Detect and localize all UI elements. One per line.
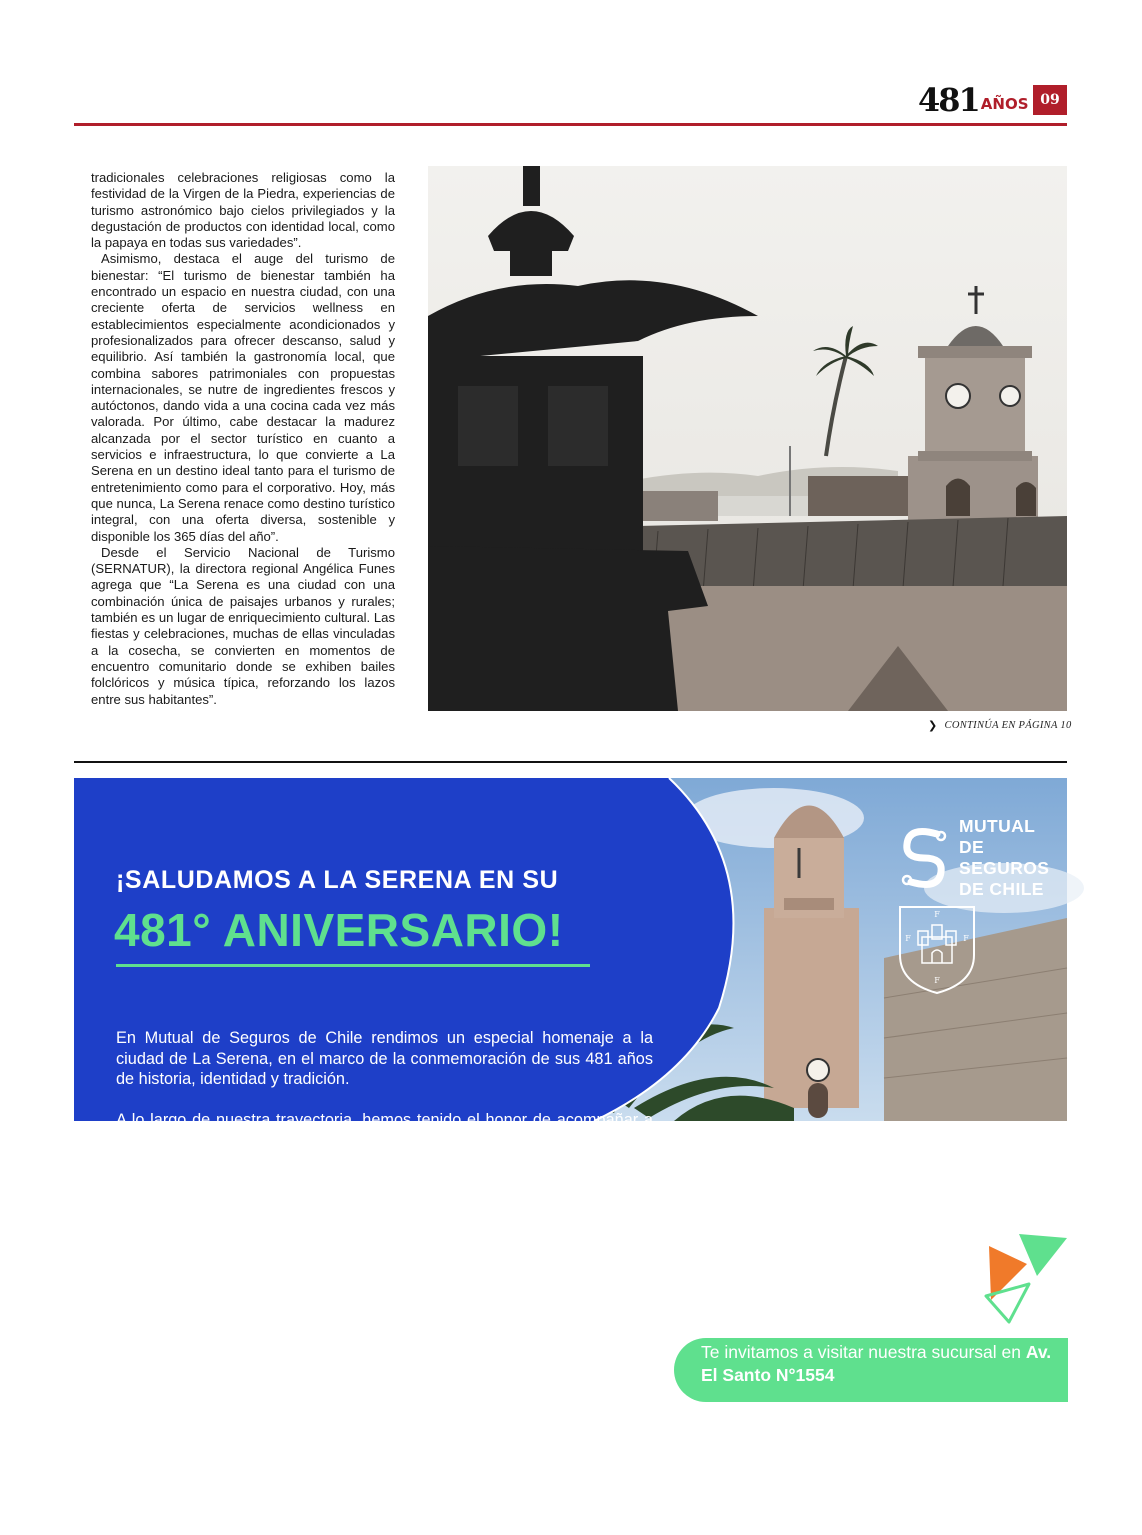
visit-branch-invite: Te invitamos a visitar nuestra sucursal en [701, 1342, 1021, 1362]
chevron-right-icon: ❯ [928, 719, 938, 732]
headline-underline [116, 964, 590, 967]
svg-text:F: F [905, 934, 911, 943]
ad-headline-line-2: 481° ANIVERSARIO! [114, 904, 564, 956]
svg-text:F: F [963, 934, 969, 943]
continued-note [928, 719, 1072, 732]
ad-body [116, 1028, 653, 1252]
svg-text:F: F [934, 910, 940, 919]
continued-text: CONTINÚA EN PÁGINA 10 [944, 720, 1072, 731]
article-paragraph-1: tradicionales celebraciones religiosas como la festividad de la Virgen de la Piedra, experiencias de turismo astronómico bajo cielos privilegiados y la degustación de productos con identidad local, como la papaya en todas sus variedades”. [91, 170, 395, 251]
visit-branch-text [701, 1341, 1067, 1387]
section-rule [74, 761, 1067, 763]
greeting-script-line-2: La Serena! [229, 1363, 447, 1408]
article-paragraph-3: Desde el Servicio Nacional de Turismo (SERNATUR), la directora regional Angélica Funes agrega que “La Serena es una ciudad con una combinación única de paisajes urbanos y rurales; también es un lugar de enriquecimiento cultural. Las fiestas y celebraciones, muchas de ellas vinculadas a la cosecha, se convierten en momentos de encuentro comunitario donde se exhiben bailes folclóricos y música típica, reforzando los lazos entre sus habitantes”. [91, 544, 395, 707]
greeting-script-line-1: ¡Feliz aniversario, [114, 1318, 416, 1357]
logo-suffix: AÑOS [980, 95, 1029, 113]
la-serena-coat-of-arms-icon [896, 903, 978, 995]
svg-text:F: F [934, 976, 940, 985]
header-rule [74, 123, 1067, 126]
cathedral-photo [428, 166, 1067, 711]
brand-line-3: DE CHILE [959, 879, 1044, 899]
brand-name [959, 816, 1067, 900]
article-paragraph-2: Asimismo, destaca el auge del turismo de bienestar: “El turismo de bienestar también ha encontrado un espacio en nuestra ciudad, con una creciente oferta de servicios wellness en establecimientos especialmente acondicionados y profesionalizados para ofrecer descanso, salud y equilibrio. Así también la gastronomía local, que combina sabores patrimoniales con propuestas internacionales, se nutre de ingredientes frescos y autóctonos, dando vida a una cocina cada vez más valorada. Por último, cabe destacar la madurez alcanzada por el sector turístico en cuanto a servicios e infraestructura, lo que convierte a La Serena en un destino ideal tanto para el turismo de entretenimiento como para el corporativo. Hoy, más que nunca, La Serena renace como destino turístico integral, con una oferta diversa, sostenible y disponible los 365 días del año”. [91, 251, 395, 544]
mutual-advertisement [74, 778, 1067, 1408]
decorative-triangles-icon [929, 1196, 1069, 1331]
ad-body-paragraph-3: Hoy renovamos nuestro compromiso con esta tierra que nos inspira a seguir construyendo juntos un futuro protegido. [116, 1192, 653, 1231]
page-number: 09 [1033, 85, 1067, 115]
branch-address: Av. El Santo N°1554 [701, 1342, 1052, 1385]
ad-body-paragraph-1: En Mutual de Seguros de Chile rendimos un especial homenaje a la ciudad de La Serena, en el marco de la conmemoración de sus 481 años de historia, identidad y tradición. [116, 1029, 653, 1088]
mutual-logo-icon [899, 826, 949, 890]
ad-body-paragraph-2: A lo largo de nuestra trayectoria, hemos tenido el honor de acompañar a nuestros asegurados serenenses y sus familias, protegiendo sus sueños y resguardando lo más valioso: su bienestar. [116, 1110, 653, 1170]
mutual-brand [899, 816, 1067, 900]
brand-line-2: DE SEGUROS [959, 837, 1050, 878]
brand-line-1: MUTUAL [959, 816, 1036, 836]
ad-headline-line-1: ¡SALUDAMOS A LA SERENA EN SU [116, 866, 559, 894]
article-column [91, 170, 395, 708]
publication-logo [918, 80, 1029, 119]
logo-number: 481 [918, 81, 979, 119]
